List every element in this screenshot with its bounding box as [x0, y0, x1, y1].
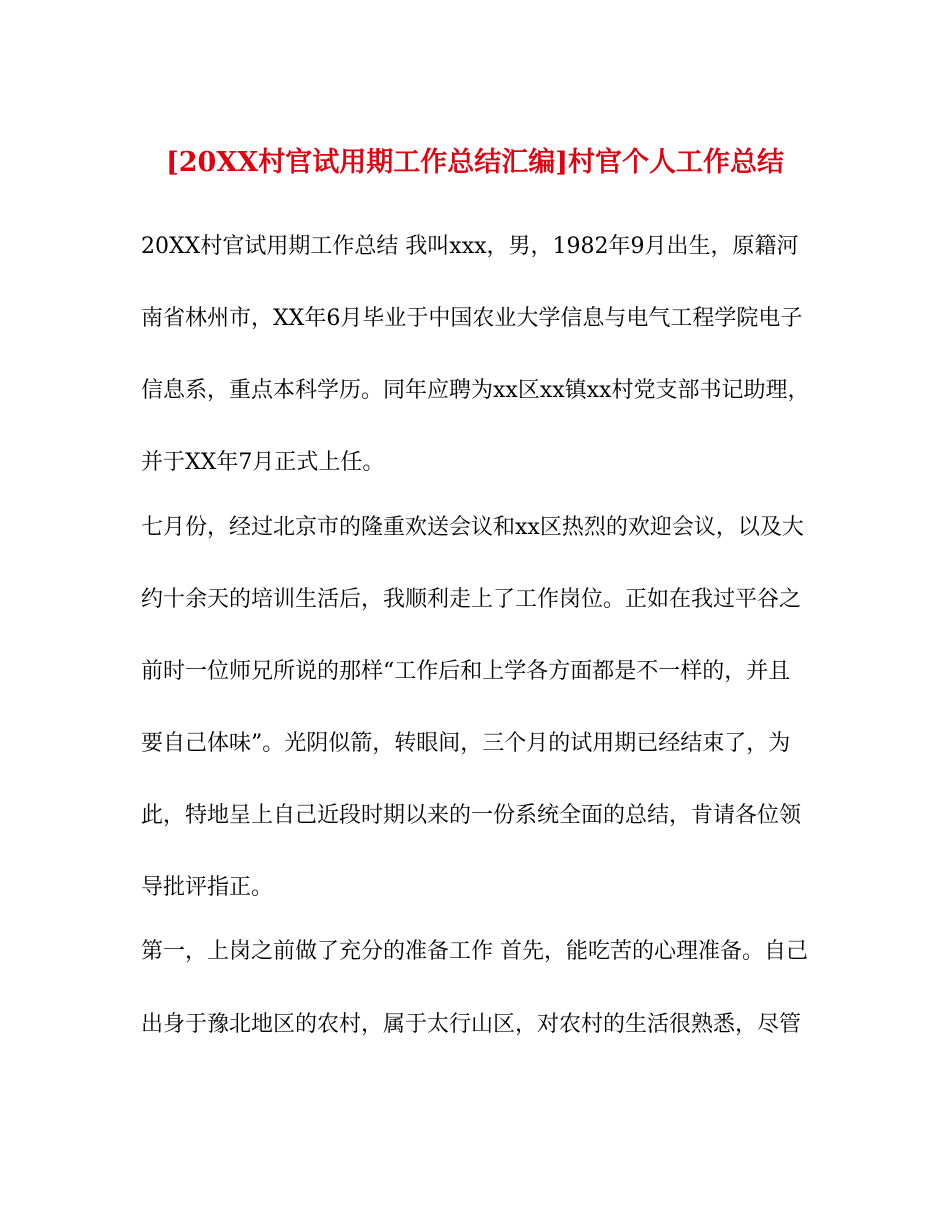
body-line: 信息系，重点本科学历。同年应聘为xx区xx镇xx村党支部书记助理，: [141, 378, 810, 403]
body-line: 20XX村官试用期工作总结 我叫xxx，男，1982年9月出生，原籍河: [141, 234, 799, 259]
body-line: 并于XX年7月正式上任。: [141, 450, 385, 475]
body-line: 导批评指正。: [141, 875, 274, 900]
document-title: [20XX村官试用期工作总结汇编]村官个人工作总结: [165, 147, 785, 178]
body-line: 此，特地呈上自己近段时期以来的一份系统全面的总结，肯请各位领: [141, 803, 802, 828]
body-line: 约十余天的培训生活后，我顺利走上了工作岗位。正如在我过平谷之: [141, 587, 802, 612]
body-line: 出身于豫北地区的农村，属于太行山区，对农村的生活很熟悉，尽管: [141, 1012, 802, 1037]
body-line: 南省林州市，XX年6月毕业于中国农业大学信息与电气工程学院电子: [141, 306, 803, 331]
body-line: 第一，上岗之前做了充分的准备工作 首先，能吃苦的心理准备。自己: [141, 939, 808, 964]
body-line: 要自己体味”。光阴似箭，转眼间，三个月的试用期已经结束了，为: [141, 731, 791, 756]
body-line: 七月份，经过北京市的隆重欢送会议和xx区热烈的欢迎会议，以及大: [141, 515, 804, 540]
body-line: 前时一位师兄所说的那样“工作后和上学各方面都是不一样的，并且: [141, 659, 791, 684]
